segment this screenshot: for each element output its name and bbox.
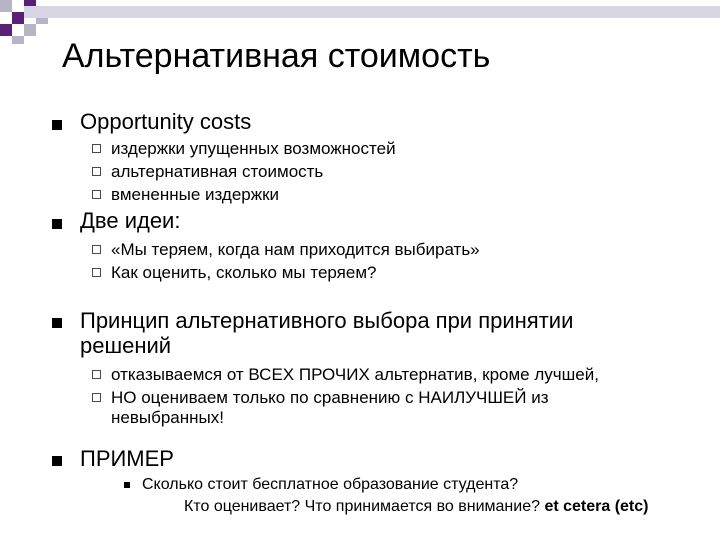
sub-item: альтернативная стоимость [111,162,324,181]
bullet-square-icon [52,318,62,328]
checkbox-bullet-icon [92,393,101,402]
bullet-square-icon [52,219,62,229]
section-heading-continued: решений [80,333,172,358]
section-heading: Две идеи: [80,208,181,233]
bullet-square-icon [52,120,62,130]
sub-item: Как оценить, сколько мы теряем? [111,263,377,282]
section-heading: ПРИМЕР [80,446,174,471]
example-line-2 [184,496,648,517]
section-heading: Opportunity costs [80,109,252,134]
bullet-square-icon [52,456,62,466]
checkbox-bullet-icon [92,268,101,277]
section-heading: Принцип альтернативного выбора при принятии [80,308,574,333]
sub-item: отказываемся от ВСЕХ ПРОЧИХ альтернатив, кроме лучшей, [111,365,599,384]
sub-item-continued: невыбранных! [111,408,224,427]
header-bar [24,6,720,18]
sub-item: издержки упущенных возможностей [111,139,396,158]
small-bullet-icon [124,482,130,488]
example-questions: Кто оценивает? Что принимается во внимание? [184,498,540,515]
checkbox-bullet-icon [92,190,101,199]
sub-item: НО оцениваем только по сравнению с НАИЛУЧШЕЙ из [111,388,549,407]
sub-item: «Мы теряем, когда нам приходится выбирать» [111,240,480,259]
checkbox-bullet-icon [92,370,101,379]
checkbox-bullet-icon [92,245,101,254]
sub-item: вмененные издержки [111,185,280,204]
checkbox-bullet-icon [92,144,101,153]
slide-title: Альтернативная стоимость [62,37,491,75]
checkbox-bullet-icon [92,167,101,176]
et-cetera: et cetera (etc) [544,498,649,515]
example-line: Сколько стоит бесплатное образование студента? [142,476,519,493]
